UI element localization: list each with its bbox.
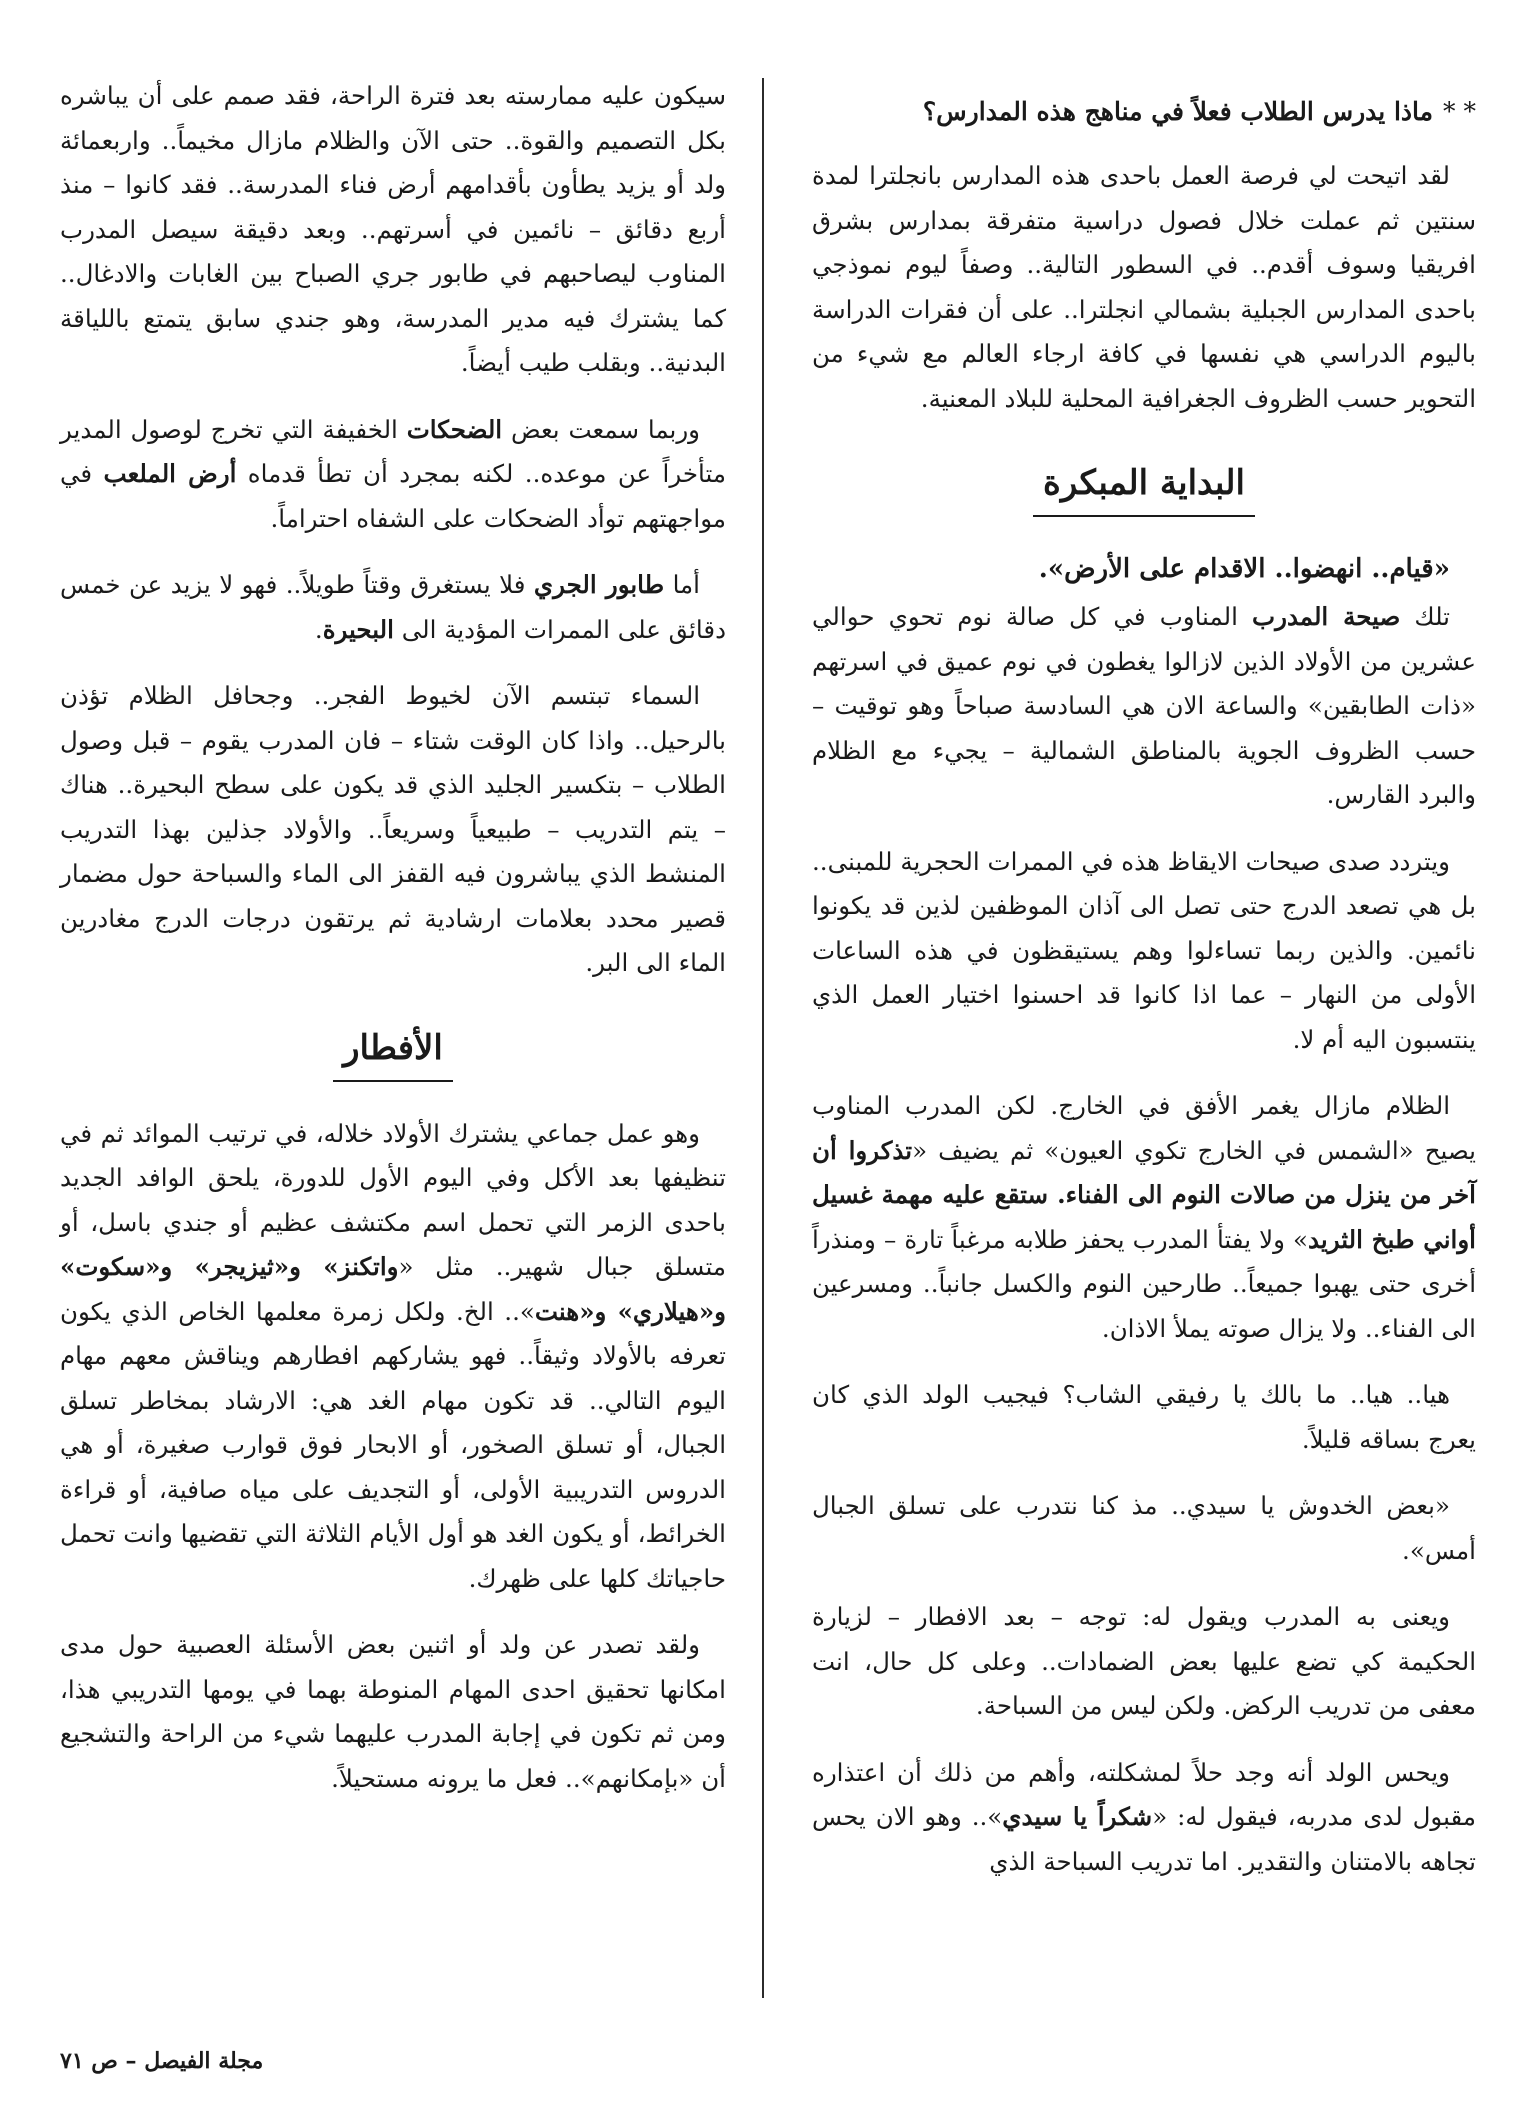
bold-span: البحيرة [322, 614, 394, 644]
paragraph-hurry: هيا.. هيا.. ما بالك يا رفيقي الشاب؟ فيجيب الولد الذي كان يعرج بساقه قليلاً. [812, 1380, 1476, 1454]
bold-span: شكراً يا سيدي [1002, 1802, 1153, 1831]
paragraph-echo: ويتردد صدى صيحات الايقاظ هذه في الممرات الحجرية للمبنى.. بل هي تصعد الدرج حتى تصل الى آذان الموظفين لذين قد يكونوا نائمين. والذين ربما تساءلوا وهم يستيقظون في هذه الساعات الأولى من النهار – عما اذا كانوا قد احسنوا اختيار العمل الذي ينتسبون اليه أم لا. [812, 846, 1476, 1054]
paragraph-nurse: ويعنى به المدرب ويقول له: توجه – بعد الافطار – لزيارة الحكيمة كي تضع عليها بعض الضمادات.. وعلى كل حال، انت معفى من تدريب الركض. ولكن ليس من السباحة. [812, 1602, 1476, 1720]
heading-marker: * * [1443, 97, 1476, 126]
wake-up-shout: «قيام.. انهضوا.. الاقدام على الأرض». [1038, 554, 1450, 584]
text-span: ويحس الولد أنه وجد حلاً لمشكلته، وأهم من ذلك أن اعتذاره مقبول لدى مدربه، فيقول له: « [812, 1757, 1476, 1831]
section-title-early-start [812, 463, 1476, 517]
text-span: الخفيفة التي تخرج لوصول المدير متأخراً عن موعده.. لكنه بمجرد أن تطأ قدماه [60, 414, 726, 488]
paragraph-dawn: السماء تبتسم الآن لخيوط الفجر.. وجحافل الظلام تؤذن بالرحيل.. واذا كان الوقت شتاء – فان المدرب يقوم – قبل وصول الطلاب – بتكسير الجليد الذي قد يكون على سطح البحيرة.. هناك – يتم التدريب – طبيعياً وسريعاً.. والأولاد جذلين بهذا التدريب المنشط الذي يباشرون فيه القفز الى الماء والسباحة حول مضمار قصير محدد بعلامات ارشادية ثم يرتقون درجات الدرج مغادرين الماء الى البر. [60, 681, 726, 977]
right-column [812, 74, 1476, 1906]
text-span: الظلام مازال يغمر الأفق في الخارج. لكن المدرب المناوب يصيح «الشمس في الخارج تكوي العيون» ثم يضيف « [812, 1091, 1476, 1165]
bold-span: الضحكات [406, 414, 503, 444]
text-span: المناوب في كل صالة نوم تحوي حوالي عشرين من الأولاد الذين لازالوا يغطون في نوم عميق في اسرتهم «ذات الطابقين» والساعة الان هي السادسة صباحاً وهو توقيت – حسب الظروف الجوية بالمناطق الشمالية – يجيء مع الظلام والبرد القارس. [812, 602, 1476, 809]
column-divider [762, 78, 764, 1998]
text-span: في مواجهتهم توأد الضحكات على الشفاه احتراماً. [60, 459, 726, 533]
paragraph-laughter [60, 408, 726, 542]
page-footer: مجلة الفيصل – ص ٧١ [60, 2048, 264, 2074]
paragraph-breakfast [60, 1112, 726, 1602]
text-span: ».. الخ. ولكل زمرة معلمها الخاص الذي يكون تعرفه بالأولاد وثيقاً.. فهو يشاركهم افطارهم ويناقش معهم مهام اليوم التالي.. قد تكون مهام الغد هي: الارشاد بمخاطر تسلق الجبال، أو تسلق الصخور، أو الابحار فوق قوارب صغيرة، أو هي الدروس التدريبية الأولى، أو التجديف على مياه صافية، أو قراءة الخرائط، أو يكون الغد هو أول الأيام الثلاثة التي تقضيها وانت تحمل حاجياتك كلها على ظهرك. [60, 1296, 726, 1593]
text-span: تلك [1400, 602, 1451, 631]
paragraph-darkness [812, 1084, 1476, 1351]
paragraph-scratches: «بعض الخدوش يا سيدي.. مذ كنا نتدرب على تسلق الجبال أمس». [812, 1491, 1476, 1565]
bold-span: صيحة المدرب [1252, 602, 1401, 631]
text-span: وهو عمل جماعي يشترك الأولاد خلاله، في ترتيب الموائد ثم في تنظيفها بعد الأكل وفي اليوم الأول للدورة، يلحق الوافد الجديد باحدى الزمر التي تحمل اسم مكتشف عظيم أو جندي باسل، أو متسلق جبال شهير.. مثل « [60, 1118, 726, 1281]
bold-span: تذكروا أن آخر من ينزل من صالات النوم الى الفناء. ستقع عليه مهمة غسيل أواني طبخ الثريد [812, 1135, 1476, 1254]
text-span: أما [664, 570, 700, 599]
heading-text: ماذا يدرس الطلاب فعلاً في مناهج هذه المدارس؟ [922, 97, 1434, 126]
text-span: . [314, 614, 323, 644]
question-heading [812, 92, 1476, 132]
paragraph-questions: ولقد تصدر عن ولد أو اثنين بعض الأسئلة العصبية حول مدى امكانها تحقيق احدى المهام المنوطة بهما في يومها التدريبي هذا، ومن ثم تكون في إجابة المدرب عليهما شيء من الراحة والتشجيع أن «بإمكانهم».. فعل ما يرونه مستحيلاً. [60, 1630, 726, 1793]
bold-span: طابور الجري [533, 570, 665, 599]
text-span: وربما سمعت بعض [502, 414, 700, 444]
section-title-breakfast [60, 1028, 726, 1082]
section-title-text: الأفطار [333, 1028, 453, 1082]
bold-span: واتكنز» و«ثيزيجر» و«سكوت» و«هيلاري» و«هنت [60, 1252, 726, 1326]
paragraph-swimming-continued: سيكون عليه ممارسته بعد فترة الراحة، فقد صمم على أن يباشره بكل التصميم والقوة.. حتى الآن والظلام مازال مخيماً.. واربعمائة ولد أو يزيد يطأون بأقدامهم أرض فناء المدرسة.. فقد كانوا – منذ أربع دقائق – نائمين في أسرتهم.. وبعد دقيقة سيصل المدرب المناوب ليصاحبهم في طابور جري الصباح بين الغابات والادغال.. كما يشترك فيه مدير المدرسة، وهو جندي سابق يتمتع باللياقة البدنية.. وبقلب طيب أيضاً. [60, 81, 726, 377]
text-span: » ولا يفتأ المدرب يحفز طلابه مرغباً تارة – ومنذراً أخرى حتى يهبوا جميعاً.. طارحين النوم والكسل جانباً.. ومسرعين الى الفناء.. ولا يزال صوته يملأ الاذان. [812, 1224, 1476, 1343]
paragraph-trainer-shout [812, 595, 1476, 818]
text-span: فلا يستغرق وقتاً طويلاً.. فهو لا يزيد عن خمس دقائق على الممرات المؤدية الى [60, 570, 726, 644]
bold-span: أرض الملعب [103, 459, 237, 488]
left-column [60, 74, 726, 1823]
paragraph-thanks [812, 1751, 1476, 1885]
intro-paragraph: لقد اتيحت لي فرصة العمل باحدى هذه المدارس بانجلترا لمدة سنتين ثم عملت خلال فصول دراسية متفرقة بمدارس بشرق افريقيا وسوف أقدم.. في السطور التالية.. وصفاً ليوم نموذجي باحدى المدارس الجبلية بشمالي انجلترا.. على أن فقرات الدراسة باليوم الدراسي هي نفسها في كافة ارجاء العالم مع شيء من التحوير حسب الظروف الجغرافية المحلية للبلاد المعنية. [812, 161, 1476, 413]
text-span: ».. وهو الان يحس تجاهه بالامتنان والتقدير. اما تدريب السباحة الذي [812, 1802, 1476, 1876]
paragraph-running [60, 563, 726, 652]
section-title-text: البداية المبكرة [1033, 463, 1255, 517]
